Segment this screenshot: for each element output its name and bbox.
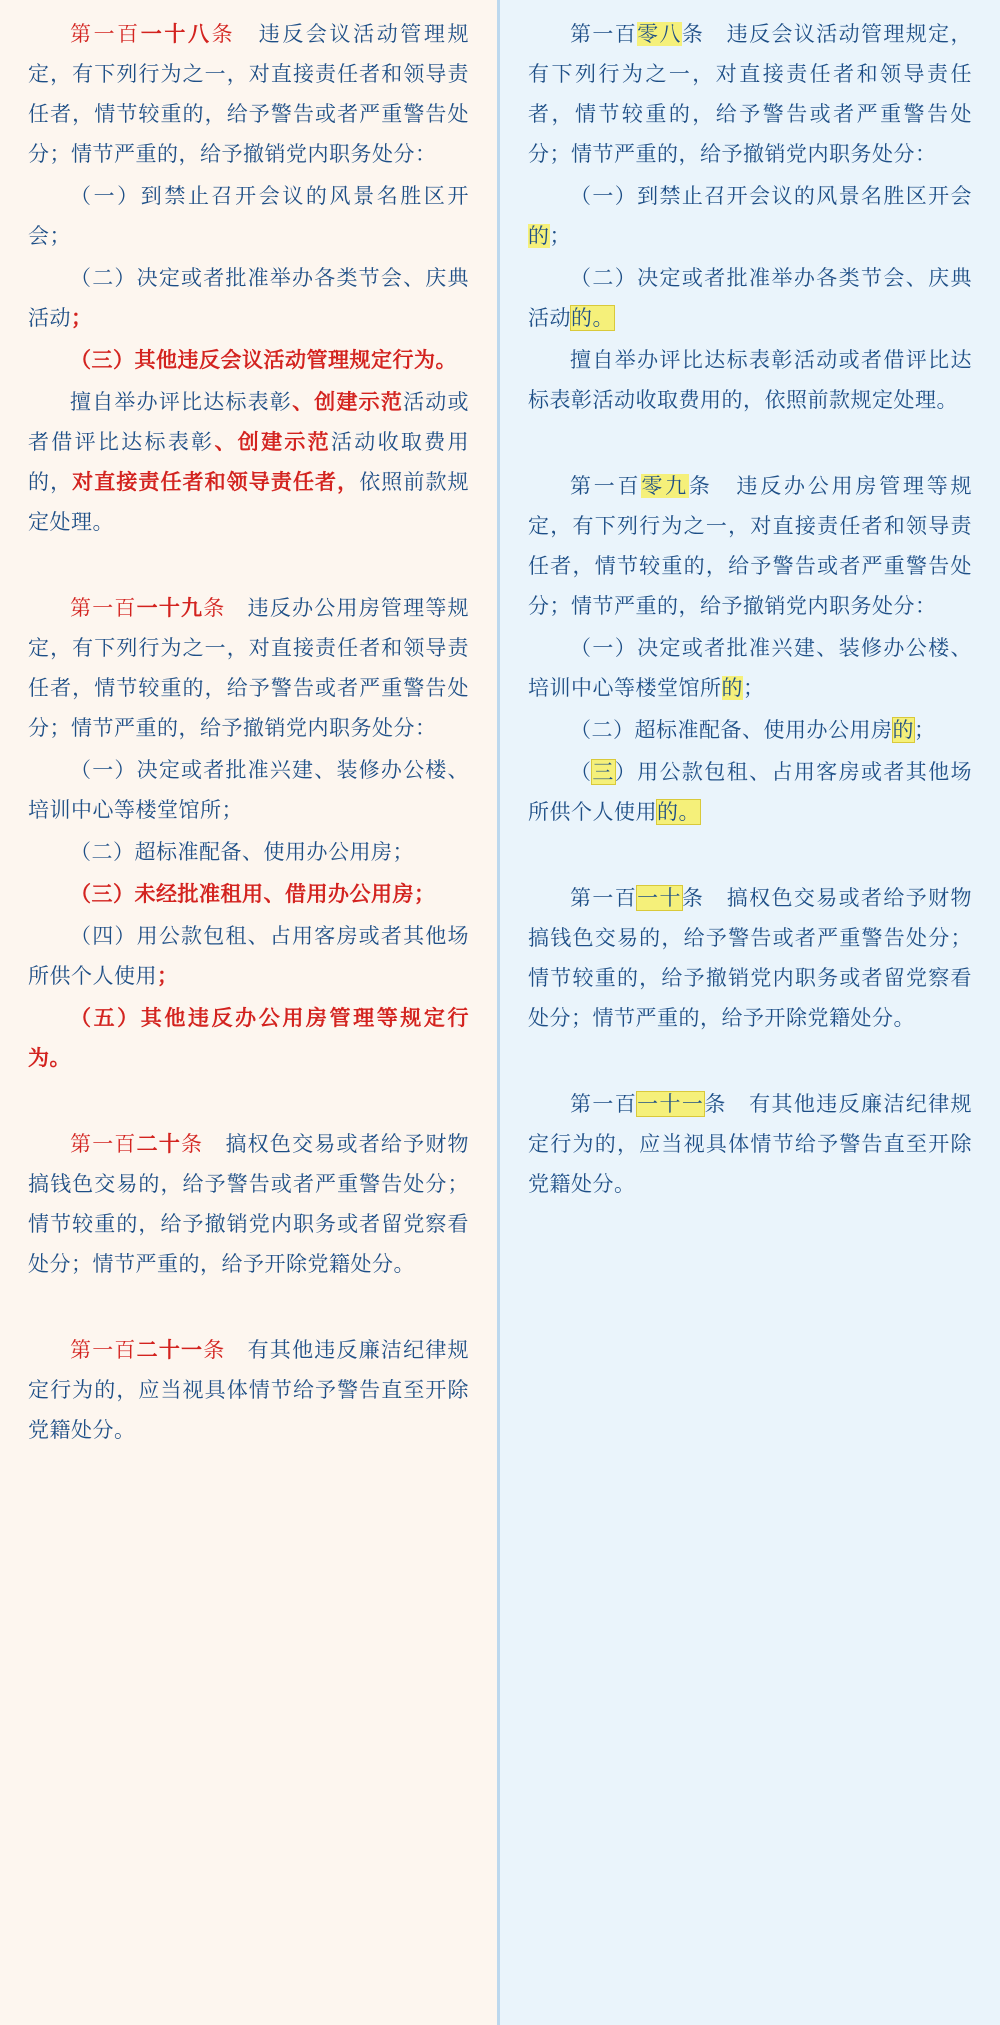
text-run: 条 — [211, 22, 236, 46]
text-run: 违反会议活动管理规定，有下列行为之一，对直接责任者和领导责任者，情节较重的，给予警告或者严重警告处分；情节严重的，给予撤销党内职务处分： — [528, 22, 973, 166]
article-paragraph — [28, 1330, 469, 1450]
text-run: 第一百 — [70, 1338, 137, 1362]
text-run: 二十 — [136, 1132, 182, 1156]
article-paragraph — [28, 258, 469, 338]
text-run: 条 — [203, 1338, 226, 1362]
article-paragraph — [528, 176, 972, 256]
text-run: ； — [914, 718, 936, 742]
text-run: 活动收取费用的， — [28, 430, 470, 494]
text-run: （三）其他违反会议活动管理规定行为。 — [70, 348, 457, 372]
text-run: 第一百 — [70, 1132, 137, 1156]
article-paragraph — [28, 750, 469, 830]
text-run: 的 — [892, 718, 914, 742]
text-run: ； — [157, 964, 179, 988]
text-run: 擅自举办评比达标表彰 — [70, 390, 293, 414]
article-art-119 — [28, 588, 469, 1078]
text-run: 的。 — [657, 800, 700, 824]
article-art-118 — [28, 14, 469, 542]
text-run: 一十八 — [140, 22, 212, 46]
text-run: 条 — [181, 1132, 204, 1156]
text-run: 条 — [688, 474, 713, 498]
text-run: （一）到禁止召开会议的风景名胜区开会 — [570, 184, 972, 208]
text-run: （五）其他违反办公用房管理等规定行为。 — [28, 1006, 469, 1070]
text-run: 第一百 — [570, 886, 638, 910]
text-run: （二）决定或者批准举办各类节会、庆典活动 — [28, 266, 469, 330]
text-run: 零九 — [641, 474, 689, 498]
text-run: 违反办公用房管理等规定，有下列行为之一，对直接责任者和领导责任者，情节较重的，给予警告或者严重警告处分；情节严重的，给予撤销党内职务处分： — [28, 596, 470, 740]
text-run: （ — [570, 760, 593, 784]
text-run: 第一百 — [70, 22, 141, 46]
article-paragraph — [528, 752, 972, 832]
text-run: 搞权色交易或者给予财物搞钱色交易的，给予警告或者严重警告处分；情节较重的，给予撤销党内职务或者留党察看处分；情节严重的，给予开除党籍处分。 — [528, 886, 973, 1030]
article-paragraph — [28, 1124, 469, 1284]
article-art-120 — [28, 1124, 469, 1284]
text-run: 第一百 — [570, 22, 638, 46]
article-paragraph — [28, 588, 469, 748]
text-run: 搞权色交易或者给予财物搞钱色交易的，给予警告或者严重警告处分；情节较重的，给予撤销党内职务或者留党察看处分；情节严重的，给予开除党籍处分。 — [28, 1132, 470, 1276]
text-run: ； — [743, 676, 765, 700]
text-run: ； — [549, 224, 571, 248]
text-run: ； — [71, 306, 93, 330]
text-run: （三）未经批准租用、借用办公用房； — [70, 882, 436, 906]
text-run: （一）决定或者批准兴建、装修办公楼、培训中心等楼堂馆所； — [28, 758, 469, 822]
text-run: 一十一 — [637, 1092, 705, 1116]
text-run: ）用公款包租、占用客房或者其他场所供个人使用 — [528, 760, 973, 824]
text-run: 、创建示范 — [214, 430, 331, 454]
text-run: 有其他违反廉洁纪律规定行为的，应当视具体情节给予警告直至开除党籍处分。 — [528, 1092, 973, 1196]
article-paragraph — [528, 878, 972, 1038]
text-run: 违反会议活动管理规定，有下列行为之一，对直接责任者和领导责任者，情节较重的，给予警告或者严重警告处分；情节严重的，给予撤销党内职务处分： — [28, 22, 469, 166]
article-paragraph — [28, 916, 469, 996]
text-run: 第一百 — [570, 474, 642, 498]
text-run: 条 — [704, 1092, 727, 1116]
article-paragraph — [528, 14, 972, 174]
text-run: 零八 — [637, 22, 682, 46]
article-paragraph — [528, 466, 972, 626]
text-run: 、创建示范 — [292, 390, 404, 414]
text-run: （二）决定或者批准举办各类节会、庆典活动 — [528, 266, 972, 330]
article-paragraph — [528, 340, 972, 420]
article-art-121 — [28, 1330, 469, 1450]
article-art-110 — [528, 878, 972, 1038]
text-run: 第一百 — [570, 1092, 638, 1116]
text-run: 的 — [528, 224, 550, 248]
text-run: 一十九 — [136, 596, 204, 620]
text-run: 违反办公用房管理等规定，有下列行为之一，对直接责任者和领导责任者，情节较重的，给予警告或者严重警告处分；情节严重的，给予撤销党内职务处分： — [528, 474, 972, 618]
article-paragraph — [28, 176, 469, 256]
text-run: 三 — [592, 760, 615, 784]
article-paragraph — [28, 382, 469, 542]
column-right — [500, 0, 1000, 2025]
text-run: 有其他违反廉洁纪律规定行为的，应当视具体情节给予警告直至开除党籍处分。 — [28, 1338, 470, 1442]
text-run: 活动或者借评比达标表彰 — [28, 390, 470, 454]
text-run: （一）决定或者批准兴建、装修办公楼、培训中心等楼堂馆所 — [528, 636, 972, 700]
text-run: （一）到禁止召开会议的风景名胜区开会； — [28, 184, 469, 248]
article-paragraph — [28, 14, 469, 174]
article-paragraph — [28, 832, 469, 872]
text-run: 条 — [681, 886, 705, 910]
article-paragraph — [28, 874, 469, 914]
article-paragraph — [528, 710, 972, 750]
text-run: （四）用公款包租、占用客房或者其他场所供个人使用 — [28, 924, 469, 988]
article-art-108 — [528, 14, 972, 420]
text-run: 依照前款规定处理。 — [28, 470, 470, 534]
article-paragraph — [28, 998, 469, 1078]
text-run: 条 — [203, 596, 226, 620]
text-run: 的 — [721, 676, 743, 700]
text-run: 条 — [681, 22, 705, 46]
article-paragraph — [528, 1084, 972, 1204]
article-art-109 — [528, 466, 972, 832]
text-run: 一十 — [637, 886, 682, 910]
text-run: （二）超标准配备、使用办公用房； — [70, 840, 414, 864]
article-paragraph — [528, 258, 972, 338]
text-run: 的。 — [571, 306, 614, 330]
article-art-111 — [528, 1084, 972, 1204]
text-run: 对直接责任者和领导责任者， — [72, 470, 360, 494]
article-paragraph — [528, 628, 972, 708]
text-run: 第一百 — [70, 596, 137, 620]
text-run: 二十一 — [136, 1338, 204, 1362]
text-run: 擅自举办评比达标表彰活动或者借评比达标表彰活动收取费用的，依照前款规定处理。 — [528, 348, 972, 412]
article-paragraph — [28, 340, 469, 380]
text-run: （二）超标准配备、使用办公用房 — [570, 718, 893, 742]
